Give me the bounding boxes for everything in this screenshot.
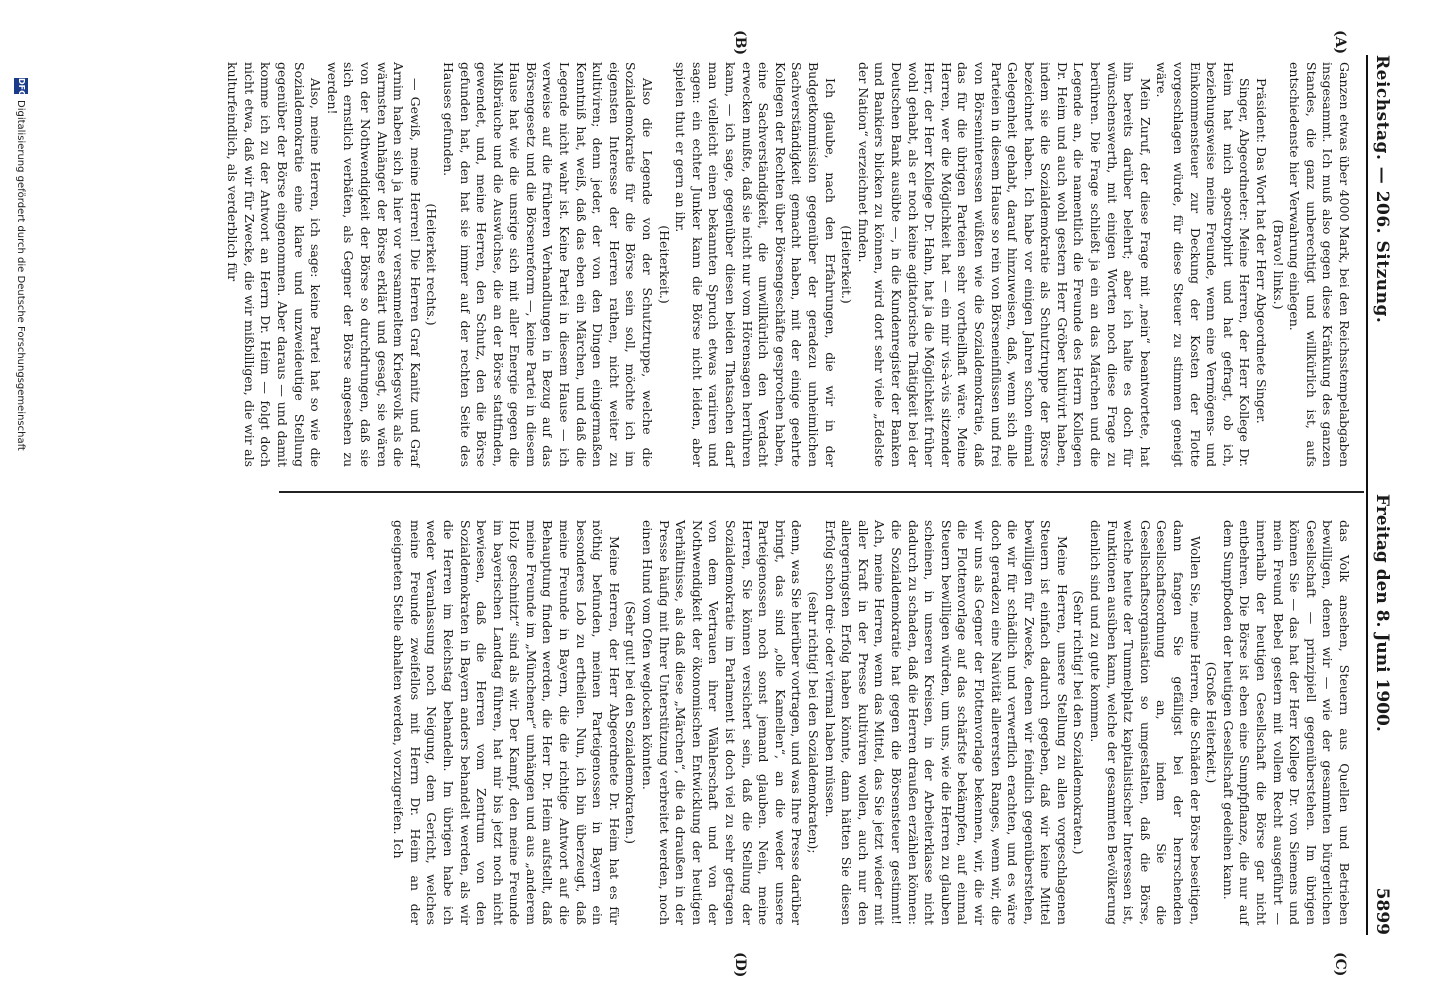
paragraph: Also, meine Herren, ich sage: keine Partei hat so wie die Sozialdemokratie eine klare und unzweideutige Stellung gegenüber der Börse eingenommen. Aber daraus — und damit komme ich zu der Antwort an Herrn Dr. Heim — folgt doch nicht etwa, daß wir für Zwecke, die wir mißbilligen, die wir als kulturfeindlich, als verderblich für [225,62,324,467]
paragraph: Also die Legende von der Schutztruppe, welche die Sozialdemokratie für die Börse sein soll, möchte ich im eigensten Interesse der Herren rathen, nicht weiter zu kultiviren; denn jeder, der von den Dingen einigermaßen Kenntniß hat, weiß, daß das eben ein Märchen, und daß die Legende nicht wahr ist. Keine Partei in diesem Hause — ich verweise auf die früheren Verhandlungen in Bezug auf das Börsengesetz und die Börsenreform —, keine Partei in diesem Hause hat wie die unsrige sich mit aller Energie gegen die Mißbräuche und die Auswüchse, die an der Börse stattfinden, gewendet, und, meine Herren, den Schutz, den die Börse gefunden hat, den hat sie immer auf der rechten Seite des Hauses gefunden. [440,62,656,467]
paragraph: Singer, Abgeordneter: Meine Herren, der Herr Kollege Dr. Heim hat mich apostrophirt und hat gefragt, ob ich, beziehungsweise meine Freunde, wenn eine Vermögens- und Einkommensteuer zur Deckung der Kosten der Flotte vorgeschlagen würde, für diese Steuer zu stimmen geneigt wäre. [1154,62,1253,467]
interjection: (Heiterkeit rechts.) [424,203,440,326]
paragraph: Meine Herren, der Herr Abgeordnete Dr. Heim hat es für nöthig befunden, meinen Parteigenossen in Bayern ein besonderes Lob zu ertheilen. Nun, ich bin überzeugt, daß meine Freunde in Bayern, die die richtige Antwort auf die Behauptung finden werden, die Herr Dr. Heim aufstellt, daß meine Freunde im „Münchener“ umhängen und aus „anderem Holz geschnitzt“ sind als wir. Der Kampf, den meine Freunde im bayerischen Landtag führen, hat mir bis jetzt noch nicht bewiesen, daß die Herren vom Zentrum von den Sozialdemokraten in Bayern anders behandelt werden, als wir die Herren im Reichstag behandeln. Im übrigen habe ich weder Veranlassung noch Neigung, dem Gericht, welches meine Freunde zweifellos mit Herrn Dr. Heim an der geeigneten Stelle abhalten werden, vorzugreifen. Ich [391,520,622,925]
interjection: (Heiterkeit.) [656,225,672,304]
paragraph: denn, was Sie hierüber vortragen, und was Ihre Presse darüber bringt, das sind „olle Kamellen“, an die weder unsere Parteigenossen noch sonst jemand glauben. Nein, meine Herren, Sie können versichert sein, daß die Stellung der Sozialdemokratie im Parlament ist doch viel zu sehr getragen von dem Vertrauen ihrer Wählerschaft und von der Nothwendigkeit der ökonomischen Entwicklung der heutigen Verhältnisse, als daß diese „Märchen“, die da draußen in der Presse häufig mit Ihrer Unterstützung verbreitet werden, noch einen Hund vom Ofen weglocken könnten. [640,520,805,925]
margin-mark-d: (D) [732,952,748,978]
margin-mark-a: (A) [1332,30,1348,55]
column-divider [279,491,1364,493]
interjection: (Heiterkeit.) [839,225,855,304]
margin-mark-c: (C) [1332,952,1348,977]
header-date-and-page [1372,494,1392,935]
paragraph: Mein Zuruf, der diese Frage mit „nein“ beantwortete, hat ihn bereits darüber belehrt; aber ich halte es doch für wünschenswerth, mit einigen Worten noch diese Frage zu berühren. Die Frage schließt ja ein an das Märchen und die Legende an, die namentlich die Freunde des Herrn Kollegen Dr. Heim und auch wohl gestern Herr Gröber kultivirt haben, indem sie die Sozialdemokratie als Schutztruppe der Börse bezeichnet haben. Ich habe vor einigen Jahren schon einmal Gelegenheit gehabt, darauf hinzuweisen, daß, wenn sich alle Parteien in diesem Hause so rein von Börseneinflüssen und frei von Börseninteressen wüßten wie die Sozialdemokratie, daß das für die übrigen Parteien sehr vortheilhaft wäre. Meine Herren, wer die Möglichkeit hat — ein mir vis-à-vis sitzender Herr, der Herr Kollege Dr. Hahn, hat ja die Möglichkeit früher wohl gehabt, als er noch keine agitatorische Thätigkeit bei der Deutschen Bank ausübte —, in die Kundenregister der Banken und Bankiers blicken zu können, wird dort sehr viele „Edelste der Nation“ verzeichnet finden. [855,62,1153,467]
paragraph: Präsident: Das Wort hat der Herr Abgeordnete Singer. [1254,78,1270,424]
interjection: (Sehr richtig! bei den Sozialdemokraten.) [1071,590,1087,855]
interjection: (sehr richtig! bei den Sozialdemokraten); [806,591,821,854]
running-header [1366,55,1394,935]
paragraph: — Gewiß, meine Herren! Die Herren Graf Kanitz und Graf Arnim haben sich ja hier vor versammeltem Kriegsvolk als die wärmsten Anhänger der Börse erklärt und gesagt, sie wären von der Nothwendigkeit der Börse so durchdrungen, daß sie sich ernstlich verbäten, als Gegner der Börse angesehen zu werden! [324,62,423,467]
text-column-right [292,520,1352,925]
interjection: (Große Heiterkeit.) [1204,661,1220,784]
paragraph: das Volk ansehen, Steuern aus Quellen und Betrieben bewilligen, denen wir — wie der gesammten bürgerlichen Gesellschaft — prinzipiell gegenüberstehen. Im übrigen können Sie — das hat der Herr Kollege Dr. von Siemens und mein Freund Bebel gestern mit vollem Recht ausgeführt — innerhalb der heutigen Gesellschaft die Börse gar nicht entbehren. Die Börse ist eben eine Sumpfpflanze, die nur auf dem Sumpfboden der heutigen Gesellschaft gedeihen kann. [1220,520,1352,925]
header-date: Freitag den 8. Juni 1900. [1372,494,1392,732]
dfg-logo-icon: DFG [14,78,28,94]
digitization-credit: Digitalisierung gefördert durch die Deutsche Forschungsgemeinschaft [15,100,26,451]
header-title: Reichstag. — 206. Sitzung. [1372,55,1392,324]
paragraph: Wollen Sie, meine Herren, die Schäden der Börse beseitigen, dann fangen Sie gefälligst bei der herrschenden Gesellschaftsordnung an, indem Sie die Gesellschaftsorganisation so umgestalten, daß die Börse, welche heute der Tummelplatz kapitalistischer Interessen ist, Funktionen ausüben kann, welche der gesammten Bevölkerung dienlich sind und zu gute kommen. [1088,520,1203,925]
interjection: (Sehr gut! bei den Sozialdemokraten.) [623,601,639,844]
paragraph: Ich glaube, nach den Erfahrungen, die wir in der Budgetkommission gegenüber der geradezu unheimlichen Sachverständigkeit gemacht haben, mit der einige geehrte Kollegen der Rechten über Börsengeschäfte gesprochen haben, eine Sachverständigkeit, die unwillkürlich den Verdacht erwecken mußte, daß sie nicht nur vom Hörensagen herrühren kann, — ich sage, gegenüber diesen beiden Thatsachen darf man vielleicht einen bekannten Spruch etwas variiren und sagen: ein echter Junker kann die Börse nicht leiden, aber spielen thut er gern an ihr. [673,62,838,467]
interjection: (Bravo! links.) [1270,219,1286,310]
margin-mark-b: (B) [732,30,748,56]
text-column-left [225,62,1352,467]
paragraph: Meine Herren, unsere Stellung zu allen vorgeschlagenen Steuern ist einfach dadurch gegeben, daß wir keine Mittel bewilligen für Zwecke, denen wir feindlich gegenüberstehen, die wir für schädlich und verwerflich erachten, und es wäre doch geradezu eine Naivität allerersten Ranges, wenn wir, die wir uns als Gegner der Flottenvorlage bekennen, wir, die wir die Flottenvorlage auf das schärfste bekämpfen, auf einmal Steuern bewilligen würden, um uns, wie die Herren zu glauben scheinen, in unseren Kreisen, in der Arbeiterklasse nicht dadurch zu schaden, daß die Herren draußen erzählen können: die Sozialdemokratie hat gegen die Börsensteuer gestimmt! Ach, meine Herren, wenn das Mittel, das Sie jetzt wieder mit aller Kraft in der Presse kultiviren wollen, auch nur den allergeringsten Erfolg haben könnte, dann hätten Sie diesen Erfolg schon drei- oder viermal haben müssen. [822,520,1070,925]
paragraph: Ganzen etwas über 4000 Mark, bei den Reichsstempelabgaben insgesammt. Ich muß also gegen diese Kränkung des ganzen Standes, die ganz unberechtigt und willkürlich ist, aufs entschiedenste hier Verwahrung einlegen. [1287,62,1352,467]
page-number: 5899 [1372,887,1392,935]
